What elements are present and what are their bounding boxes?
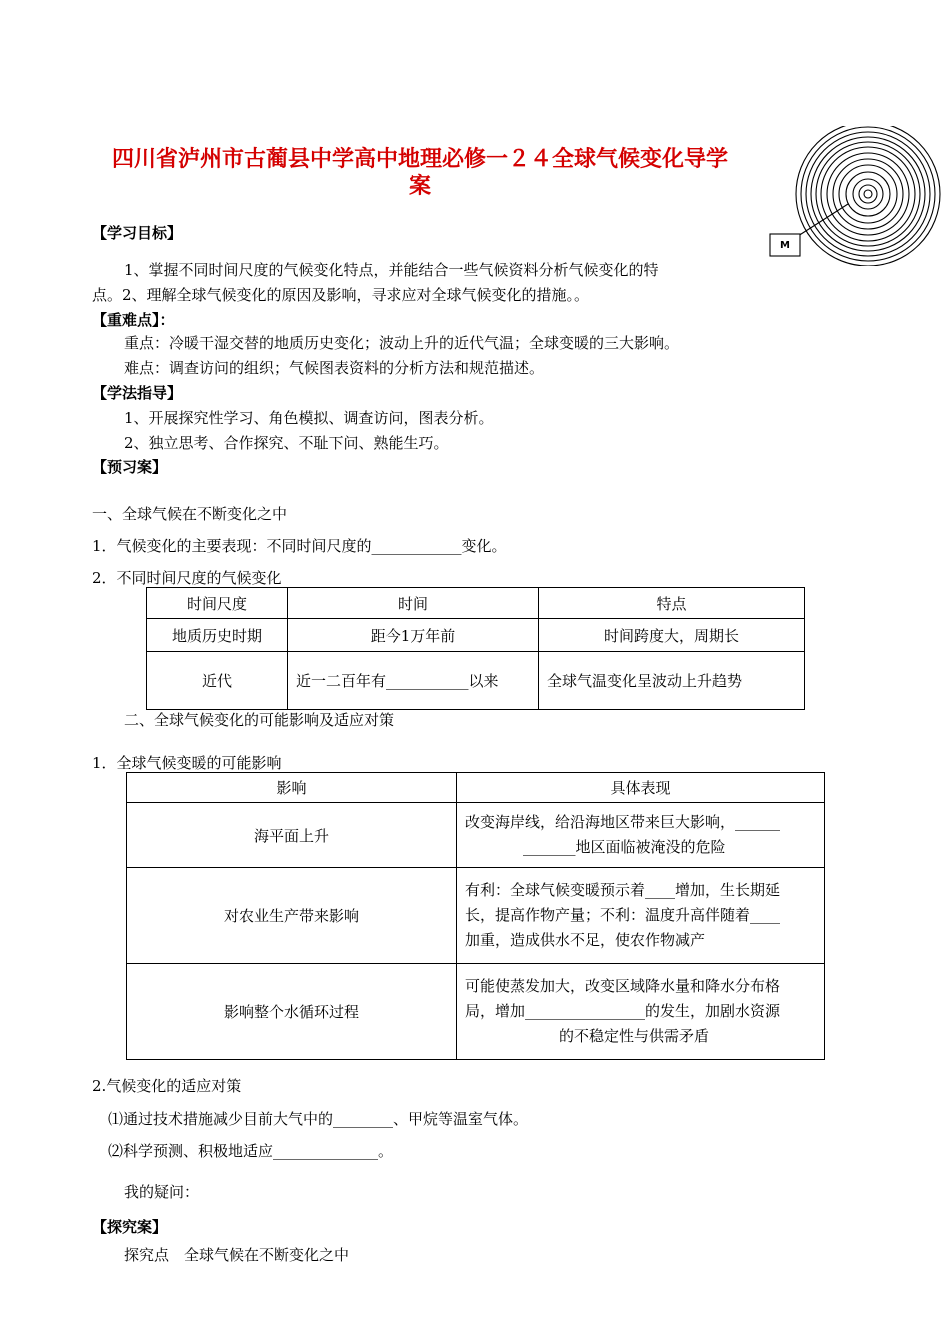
table-cell: 距今1万年前 xyxy=(288,619,539,652)
title-line-1: 四川省泸州市古蔺县中学高中地理必修一２４全球气候变化导学 xyxy=(111,147,728,172)
question-4-item-2: ⑵科学预测、积极地适应______________。 xyxy=(108,1142,394,1160)
section-heading-objectives: 【学习目标】 xyxy=(92,224,183,242)
question-2: 2．不同时间尺度的气候变化 xyxy=(92,569,282,587)
table-cell: 时间跨度大，周期长 xyxy=(539,619,805,652)
cell-line: 有利：全球气候变暖预示着____增加，生长期延 xyxy=(465,881,781,899)
table-header-cell: 影响 xyxy=(127,773,457,803)
page-title xyxy=(90,146,750,200)
section-heading-explore: 【探究案】 xyxy=(92,1218,168,1236)
table-cell xyxy=(457,964,825,1060)
table-row xyxy=(147,619,805,652)
table-cell: 影响整个水循环过程 xyxy=(127,964,457,1060)
method-line-2: 2、独立思考、合作探究、不耻下问、熟能生巧。 xyxy=(124,434,449,452)
table-cell xyxy=(457,868,825,964)
table-header-row xyxy=(147,588,805,619)
table-header-row xyxy=(127,773,825,803)
cell-line: 长，提高作物产量；不利：温度升高伴随着____ xyxy=(465,906,781,924)
objectives-line-1: 1、掌握不同时间尺度的气候变化特点，并能结合一些气候资料分析气候变化的特 xyxy=(124,261,659,279)
objectives-line-2: 点。2、理解全球气候变化的原因及影响，寻求应对全球气候变化的措施。。 xyxy=(92,286,590,304)
table-header-cell: 特点 xyxy=(539,588,805,619)
keypoints-line-2: 难点：调查访问的组织；气候图表资料的分析方法和规范描述。 xyxy=(124,359,545,377)
climate-timescale-table xyxy=(146,587,805,710)
my-questions: 我的疑问： xyxy=(124,1183,200,1201)
cell-line: 改变海岸线，给沿海地区带来巨大影响，______ xyxy=(465,813,781,831)
method-line-1: 1、开展探究性学习、角色模拟、调查访问，图表分析。 xyxy=(124,409,494,427)
table-row xyxy=(127,868,825,964)
table-cell xyxy=(457,803,825,868)
question-3: 1．全球气候变暖的可能影响 xyxy=(92,754,282,772)
cell-line: _______地区面临被淹没的危险 xyxy=(523,838,726,856)
logo-label: M xyxy=(780,240,790,251)
question-1: 1．气候变化的主要表现：不同时间尺度的____________变化。 xyxy=(92,537,507,555)
question-4-item-1: ⑴通过技术措施减少目前大气中的________、甲烷等温室气体。 xyxy=(108,1110,529,1128)
table-cell: 近一二百年有___________以来 xyxy=(288,652,539,710)
question-4: 2.气候变化的适应对策 xyxy=(92,1077,242,1095)
cell-line: 加重，造成供水不足，使农作物减产 xyxy=(465,931,706,949)
table-cell: 地质历史时期 xyxy=(147,619,288,652)
keypoints-line-1: 重点：冷暖干湿交替的地质历史变化；波动上升的近代气温；全球变暖的三大影响。 xyxy=(124,334,680,352)
table-cell: 海平面上升 xyxy=(127,803,457,868)
table-cell: 对农业生产带来影响 xyxy=(127,868,457,964)
table-row xyxy=(127,803,825,868)
part-2-heading: 二、全球气候变化的可能影响及适应对策 xyxy=(124,711,395,729)
section-heading-method: 【学法指导】 xyxy=(92,384,183,402)
table-header-cell: 时间尺度 xyxy=(147,588,288,619)
table-row xyxy=(127,964,825,1060)
table-row xyxy=(147,652,805,710)
concentric-circles-logo xyxy=(768,126,948,270)
section-heading-keypoints: 【重难点】： xyxy=(92,311,175,329)
cell-line: 局，增加________________的发生，加剧水资源 xyxy=(465,1002,781,1020)
cell-line: 的不稳定性与供需矛盾 xyxy=(559,1027,710,1045)
section-heading-preview: 【预习案】 xyxy=(92,458,168,476)
explore-point: 探究点 全球气候在不断变化之中 xyxy=(124,1246,350,1264)
title-line-2: 案 xyxy=(408,174,431,199)
table-header-cell: 具体表现 xyxy=(457,773,825,803)
concentric-circles-icon xyxy=(768,126,948,266)
warming-impact-table xyxy=(126,772,825,1060)
cell-line: 可能使蒸发加大，改变区域降水量和降水分布格 xyxy=(465,977,781,995)
part-1-heading: 一、全球气候在不断变化之中 xyxy=(92,505,288,523)
table-cell: 近代 xyxy=(147,652,288,710)
table-header-cell: 时间 xyxy=(288,588,539,619)
table-cell: 全球气温变化呈波动上升趋势 xyxy=(539,652,805,710)
